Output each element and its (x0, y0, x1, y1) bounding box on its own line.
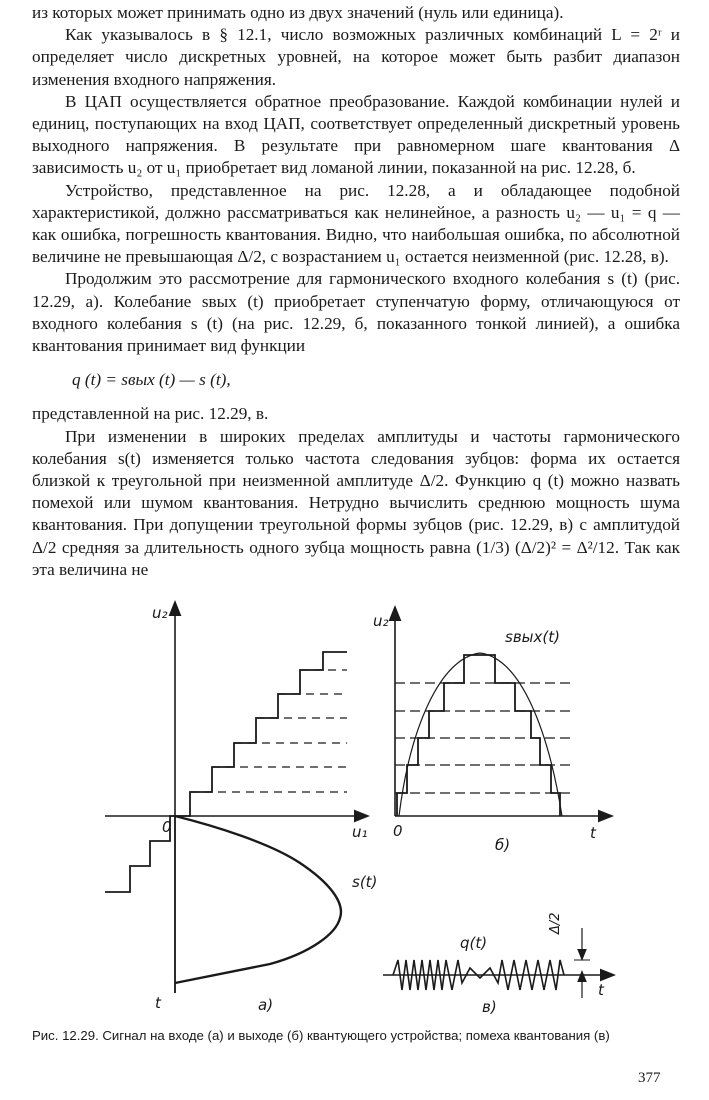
paragraph-2: Как указывалось в § 12.1, число возможных различных комбинаций L = 2ʳ и определяет число дискретных уровней, на которое может быть разбит диапазон изменения входного напряжения. (32, 25, 680, 89)
panel-a-s-curve (175, 816, 341, 983)
panel-c-t-label: t (598, 981, 604, 999)
panel-c-amplitude-label: Δ/2 (548, 912, 563, 934)
panel-c-graph (383, 928, 608, 998)
panel-c-curve-label: q(t) (460, 934, 488, 952)
paragraph-6: представленной на рис. 12.29, в. (32, 404, 269, 424)
paragraph-7: При изменении в широких пределах амплитуды и частоты гармонического колебания s(t) изменяется только частота следования зубцов: форма их остается близкой к треугольной при неизменной амплитуде Δ/2. Функцию q (t) можно назвать помехой или шумом квантования. Нетрудно вычислить среднюю мощность шума квантования. При допущении треугольной формы зубцов (рис. 12.29, в) с амплитудой Δ/2 средняя за длительность одного зубца мощность равна (1/3) (Δ/2)² = Δ²/12. Так как эта величина не (32, 426, 680, 579)
panel-b-caption-letter: б) (495, 836, 511, 854)
panel-c-caption-letter: в) (482, 998, 497, 1016)
panel-b-t-label: t (590, 824, 596, 842)
panel-b-sout-staircase (397, 655, 560, 816)
panel-a-staircase (105, 652, 347, 892)
panel-b-curve-label: sвых(t) (505, 628, 560, 646)
figure-caption: Рис. 12.29. Сигнал на входе (а) и выходе (б) квантующего устройства; помеха квантования (в) (32, 1028, 610, 1043)
panel-a-caption-letter: а) (258, 996, 274, 1014)
panel-a-origin: 0 (162, 818, 172, 836)
page-number: 377 (638, 1070, 661, 1086)
paragraph-4: Устройство, представленное на рис. 12.28, а и обладающее подобной характеристикой, должно рассматриваться как нелинейное, а разность u₂ — u₁ = q — как ошибка, погрешность квантования. Видно, что наибольшая ошибка, по абсолютной величине не превышающая Δ/2, с возрастанием u₁ остается неизменной (рис. 12.28, в). (32, 180, 680, 267)
panel-b-graph (395, 613, 606, 816)
panel-a-t-label: t (155, 994, 161, 1012)
figure-12-29 (0, 598, 709, 1024)
panel-b-origin: 0 (393, 822, 403, 840)
panel-b-s-curve (399, 653, 562, 816)
panel-b-y-label: u₂ (373, 612, 389, 630)
panel-a-x-label: u₁ (352, 823, 368, 841)
panel-a-dashed-levels (190, 670, 347, 792)
panel-a-graph (105, 608, 362, 993)
formula: q (t) = sвых (t) — s (t), (72, 370, 231, 390)
paragraph-1: из которых может принимать одно из двух значений (нуль или единица). (32, 3, 564, 22)
paragraph-5: Продолжим это рассмотрение для гармонического входного колебания s (t) (рис. 12.29, а). Колебание sвых (t) приобретает ступенчатую форму, отличающуюся от входного колебания s (t) (на рис. 12.29, б, показанного тонкой линией), а ошибка квантования принимает вид функции (32, 269, 680, 356)
panel-a-y-label: u₂ (152, 604, 168, 622)
figure-drawing (0, 598, 709, 1024)
paragraph-3: В ЦАП осуществляется обратное преобразование. Каждой комбинации нулей и единиц, поступающих на вход ЦАП, соответствует определенный дискретный уровень выходного напряжения. В результате при равномерном шаге квантования Δ зависимость u₂ от u₁ приобретает вид ломаной линии, показанной на рис. 12.28, б. (32, 91, 680, 178)
body-text (32, 2, 680, 581)
panel-a-curve-label: s(t) (352, 873, 378, 891)
